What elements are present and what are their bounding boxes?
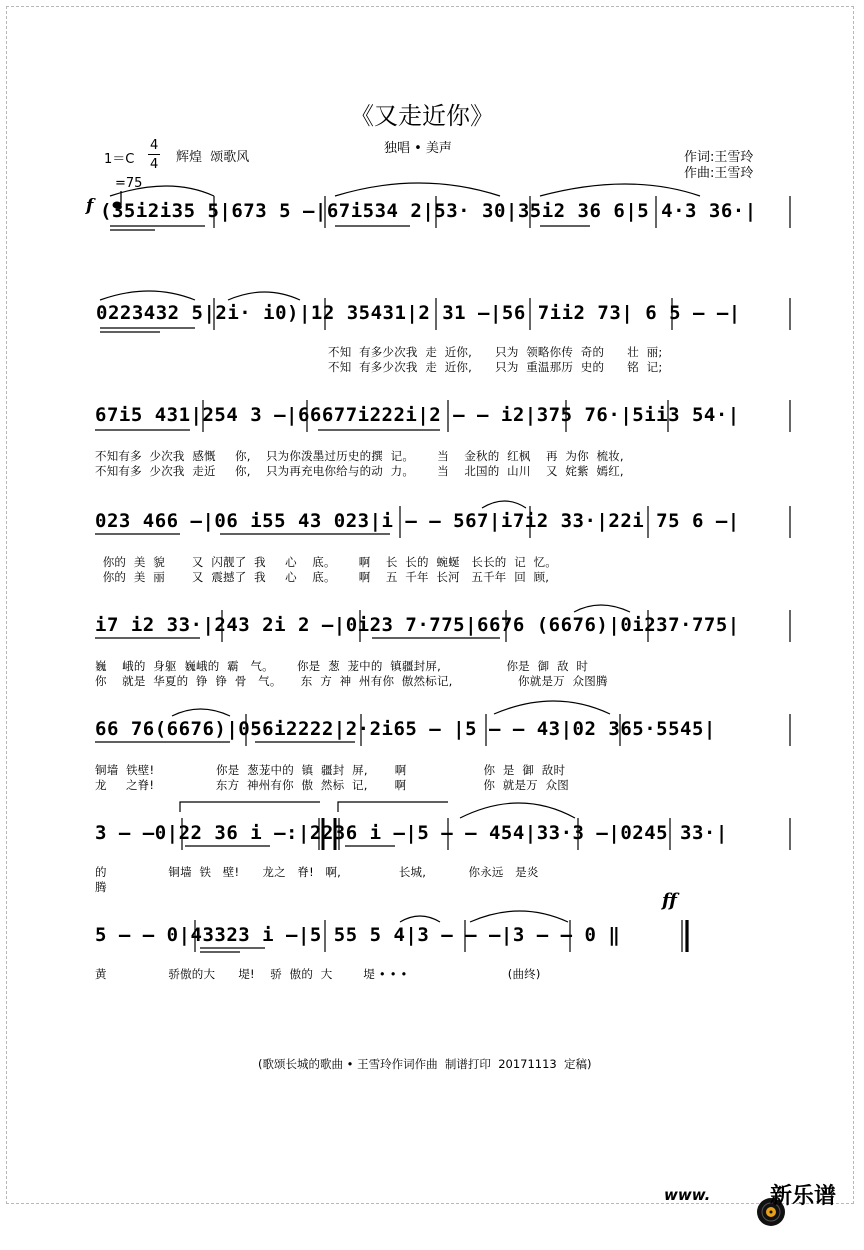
- lyric-line-4b: 你的 美 丽 又 震撼了 我 心 底。 啊 五 千年 长河 五千年 回 顾,: [95, 570, 550, 584]
- lyricist-credit: 作词:王雪玲: [684, 150, 754, 165]
- composer-credit: 作曲:王雪玲: [684, 166, 754, 181]
- style-marking: 辉煌 颂歌风: [176, 150, 250, 165]
- lyric-line-2a: 不知 有多少次我 走 近你, 只为 领略你传 奇的 壮 丽;: [328, 345, 663, 359]
- lyric-line-6a: 铜墙 铁壁! 你是 葱茏中的 镇 疆封 屏, 啊 你 是 御 敌时: [95, 763, 566, 777]
- time-signature-line: [148, 154, 160, 155]
- lyric-line-7b: 腾: [95, 880, 107, 894]
- lyric-line-4a: 你的 美 貌 又 闪靓了 我 心 底。 啊 长 长的 蜿蜒 长长的 记 忆。: [95, 555, 558, 569]
- lyric-line-5a: 巍 峨的 身躯 巍峨的 霸 气。 你是 葱 茏中的 镇疆封屏, 你是 御 敌 时: [95, 659, 589, 673]
- notation-line-1: (35i2i35 5|673 5 –|67i534 2|53· 30|35i2 36 6|5 4·3 36·|: [100, 200, 757, 222]
- key-signature: 1＝C: [104, 152, 135, 167]
- notation-line-3: 67i5 431|254 3 –|66677i222i|2 – – i2|375 76·|5ii3 54·|: [95, 404, 740, 426]
- lyric-line-6b: 龙 之脊! 东方 神州有你 傲 然标 记, 啊 你 就是万 众图: [95, 778, 569, 792]
- notation-line-8: 5 – – 0|43323 i –|5 55 5 4|3 – – –|3 – – 0 ‖: [95, 924, 621, 946]
- notation-line-4: 023 466 –|06 i55 43 023|i – – 567|i7i2 33·|22i 75 6 –|: [95, 510, 740, 532]
- lyric-line-3a: 不知有多 少次我 感慨 你, 只为你泼墨过历史的撰 记。 当 金秋的 红枫 再 为你 梳妆,: [95, 449, 624, 463]
- performance-marking: 独唱 • 美声: [384, 141, 452, 156]
- notation-line-6: 66 76(6676)|056i2222|2·2i65 – |5 – – 43|02 365·5545|: [95, 718, 716, 740]
- watermark-url: www.: [664, 1186, 711, 1204]
- lyric-line-5b: 你 就是 华夏的 铮 铮 骨 气。 东 方 神 州有你 傲然标记, 你就是万 众图腾: [95, 674, 608, 688]
- lyric-line-3b: 不知有多 少次我 走近 你, 只为再充电你给与的动 力。 当 北国的 山川 又 姹紫 嫣红,: [95, 464, 624, 478]
- time-signature-bottom: 4: [150, 157, 159, 172]
- lyric-line-7a: 的 铜墙 铁 壁! 龙之 脊! 啊, 长城, 你永远 是炎: [95, 865, 539, 879]
- watermark-logo: [664, 1172, 854, 1212]
- time-signature-top: 4: [150, 138, 159, 153]
- notation-line-2: 0223432 5|2i· i0)|12 35431|2 31 –|56 7ii2 73| 6 5 – –|: [96, 302, 741, 324]
- notation-line-5: i7 i2 33·|243 2i 2 –|0i23 7·775|6676 (6676)|0i237·775|: [95, 614, 740, 636]
- dynamic-forte: f: [86, 196, 94, 216]
- song-title: 《又走近你》: [350, 102, 494, 130]
- dynamic-fortissimo: ff: [662, 890, 677, 911]
- tempo-marking: =75: [115, 176, 143, 191]
- footer-note: (歌颂长城的歌曲 • 王雪玲作词作曲 制谱打印 20171113 定稿): [258, 1057, 592, 1071]
- lyric-line-8a: 黄 骄傲的大 堤! 骄 傲的 大 堤 • • • (曲终): [95, 967, 541, 981]
- lyric-line-2b: 不知 有多少次我 走 近你, 只为 重温那历 史的 铭 记;: [328, 360, 663, 374]
- notation-line-7: 3 – –0|22 36 i –:|2236 i –|5 – – 454|33·3 –|0245 33·|: [95, 822, 728, 844]
- watermark-brand: 新乐谱: [770, 1184, 837, 1209]
